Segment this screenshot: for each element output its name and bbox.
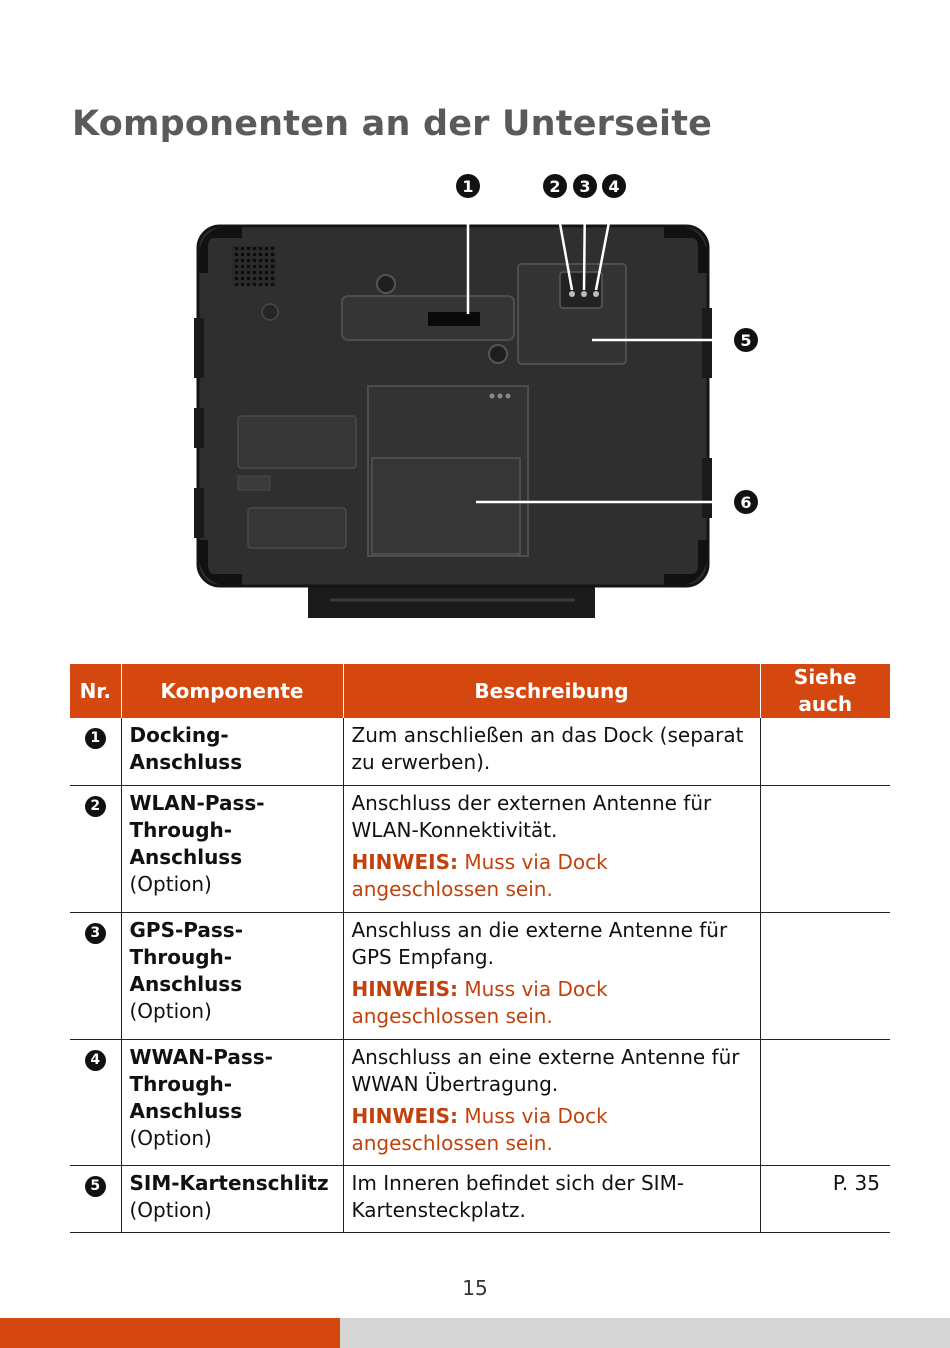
note-label: HINWEIS:: [351, 976, 458, 1001]
device-bottom-figure: [180, 168, 780, 628]
row-number-badge: 2: [85, 796, 106, 817]
device-illustration: [180, 168, 780, 628]
svg-text:1: 1: [462, 177, 474, 196]
row-number-badge: 1: [85, 728, 106, 749]
see-also-cell: [760, 785, 890, 912]
note: [352, 849, 754, 903]
component-description: Zum anschließen an das Dock (separat zu erwerben).: [351, 723, 744, 774]
note-text: Muss via Dock angeschlossen sein.: [351, 849, 608, 901]
component-option: (Option): [129, 1197, 212, 1222]
svg-text:4: 4: [608, 177, 620, 196]
footer-gray-bar: [340, 1318, 950, 1348]
see-also-cell: [760, 912, 890, 1039]
see-also-cell: [760, 718, 890, 785]
component-name: WWAN-Pass-Through-Anschluss: [129, 1044, 273, 1123]
callout-3: [573, 174, 597, 198]
component-name: GPS-Pass-Through-Anschluss: [129, 917, 244, 996]
table-row: [70, 718, 890, 785]
table-row: [70, 1165, 890, 1232]
header-nr: Nr.: [70, 664, 121, 718]
component-description: Anschluss an die externe Antenne für GPS Empfang.: [351, 917, 728, 969]
table-header-row: [70, 664, 890, 718]
note: [352, 976, 754, 1030]
table-row: [70, 912, 890, 1039]
callout-2: [543, 174, 567, 198]
component-name: WLAN-Pass-Through-Anschluss: [129, 790, 265, 869]
component-description: Anschluss der externen Antenne für WLAN-Konnektivität.: [351, 790, 712, 842]
header-component: Komponente: [121, 664, 343, 718]
see-also-cell: P. 35: [760, 1165, 890, 1232]
table-row: [70, 1039, 890, 1165]
note-label: HINWEIS:: [351, 849, 458, 874]
svg-text:2: 2: [549, 177, 561, 196]
note: [352, 1103, 754, 1157]
page-title: Komponenten an der Unterseite: [72, 104, 713, 144]
row-number-badge: 4: [85, 1050, 106, 1071]
row-number-badge: 5: [85, 1176, 106, 1197]
header-description: Beschreibung: [343, 664, 760, 718]
svg-text:3: 3: [579, 177, 591, 196]
header-see-also: Siehe auch: [760, 664, 890, 718]
svg-text:5: 5: [740, 331, 752, 350]
component-option: (Option): [129, 998, 212, 1023]
callout-4: [602, 174, 626, 198]
note-text: Muss via Dock angeschlossen sein.: [351, 1103, 608, 1155]
row-number-badge: 3: [85, 923, 106, 944]
component-option: (Option): [129, 1125, 212, 1150]
table-row: [70, 785, 890, 912]
component-description: Im Inneren befindet sich der SIM-Kartensteckplatz.: [351, 1170, 685, 1222]
callout-1: [456, 174, 480, 198]
component-description: Anschluss an eine externe Antenne für WWAN Übertragung.: [351, 1044, 740, 1096]
components-table: [70, 664, 890, 1233]
page-number: 15: [462, 1276, 488, 1300]
svg-text:6: 6: [740, 493, 752, 512]
component-name: SIM-Kartenschlitz: [129, 1170, 329, 1195]
callout-5: [734, 328, 758, 352]
note-text: Muss via Dock angeschlossen sein.: [351, 976, 608, 1028]
note-label: HINWEIS:: [351, 1103, 458, 1128]
see-also-cell: [760, 1039, 890, 1165]
component-name: Docking-Anschluss: [129, 723, 243, 774]
callout-6: [734, 490, 758, 514]
component-option: (Option): [129, 871, 212, 896]
footer-accent-bar: [0, 1318, 340, 1348]
